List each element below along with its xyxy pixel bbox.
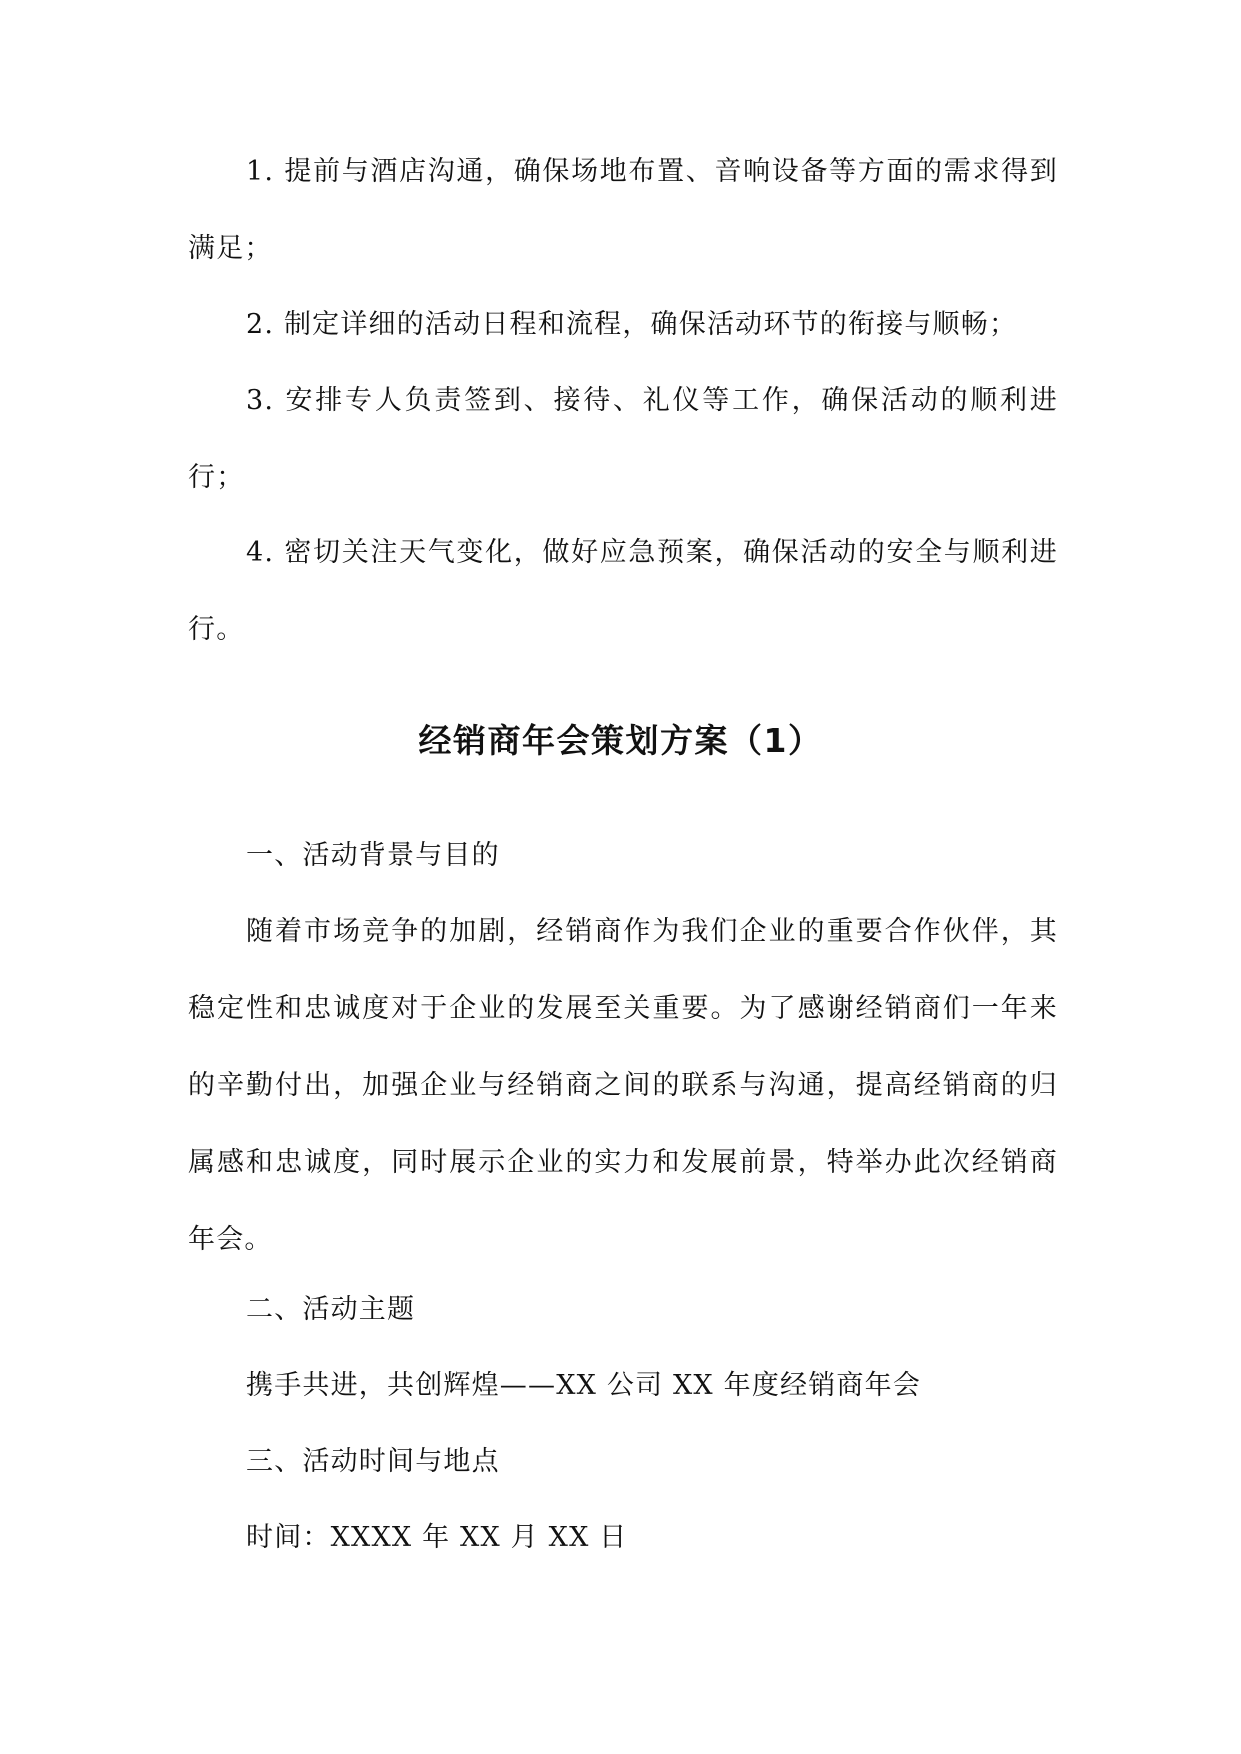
section2-heading: 二、活动主题 — [246, 1294, 416, 1325]
list-item-1: 1. 提前与酒店沟通，确保场地布置、音响设备等方面的需求得到满足； — [188, 156, 1058, 264]
section1-heading: 一、活动背景与目的 — [246, 840, 500, 871]
section1-body: 随着市场竞争的加剧，经销商作为我们企业的重要合作伙伴，其稳定性和忠诚度对于企业的发展至关重要。为了感谢经销商们一年来的辛勤付出，加强企业与经销商之间的联系与沟通，提高经销商的归属感和忠诚度，同时展示企业的实力和发展前景，特举办此次经销商年会。 — [188, 916, 1058, 1255]
section2-body: 携手共进，共创辉煌——XX 公司 XX 年度经销商年会 — [246, 1370, 922, 1401]
document-title: 经销商年会策划方案（1） — [418, 721, 823, 760]
list-item-3: 3. 安排专人负责签到、接待、礼仪等工作，确保活动的顺利进行； — [188, 385, 1058, 493]
list-item-4: 4. 密切关注天气变化，做好应急预案，确保活动的安全与顺利进行。 — [188, 537, 1058, 645]
section3-time: 时间：XXXX 年 XX 月 XX 日 — [246, 1522, 628, 1553]
list-item-2: 2. 制定详细的活动日程和流程，确保活动环节的衔接与顺畅； — [246, 309, 1018, 340]
section3-heading: 三、活动时间与地点 — [246, 1446, 500, 1477]
